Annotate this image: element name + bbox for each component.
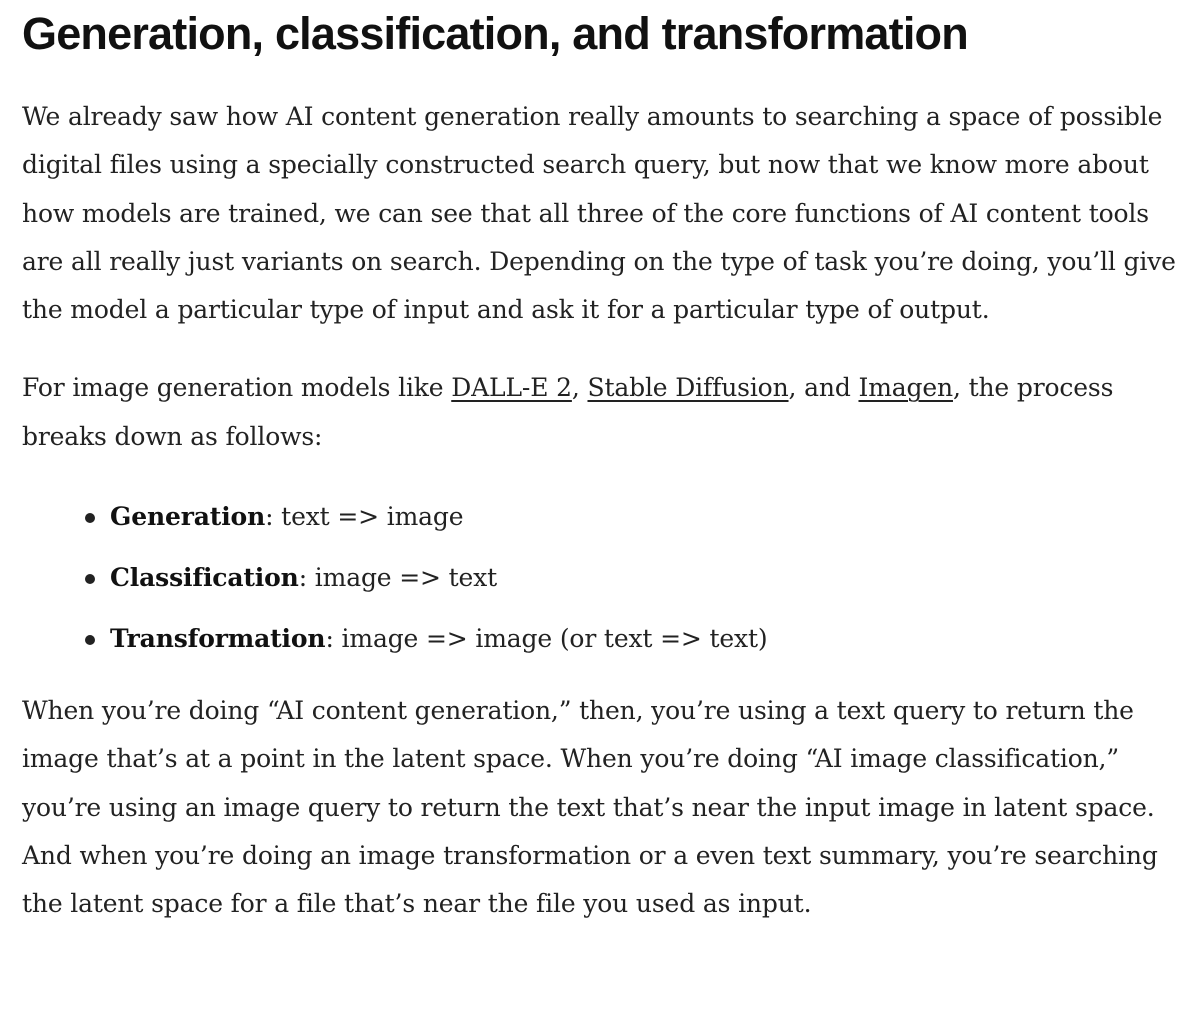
function-list [22,499,1182,657]
list-item-classification [110,560,1182,596]
list-item-transformation [110,621,1182,657]
paragraph-text: , [571,373,588,403]
list-item-desc: : image => text [298,563,498,593]
models-paragraph [22,364,1182,461]
bullet-icon [85,574,95,584]
link-stable-diffusion[interactable]: Stable Diffusion [587,373,789,403]
bullet-icon [85,513,95,523]
article-body [22,0,1182,929]
bullet-icon [85,635,95,645]
paragraph-text: , the process breaks down as follows: [22,373,1114,451]
intro-paragraph: We already saw how AI content generation really amounts to searching a space of possible digital files using a specially constructed search query, but now that we know more about how models are trained, we can see that all three of the core functions of AI content tools are all really just variants on search. Depending on the type of task you’re doing, you’ll give the model a particular type of input and ask it for a particular type of output. [22,102,1176,325]
list-item-term: Transformation [110,624,326,654]
paragraph-text: , and [788,373,859,403]
list-item-term: Generation [110,502,266,532]
link-dalle-2[interactable]: DALL-E 2 [451,373,572,403]
list-item-desc: : image => image (or text => text) [325,624,768,654]
list-item-term: Classification [110,563,299,593]
list-item-desc: : text => image [265,502,464,532]
section-heading: Generation, classification, and transformation [22,8,968,59]
link-imagen[interactable]: Imagen [858,373,953,403]
summary-paragraph: When you’re doing “AI content generation,” then, you’re using a text query to return the image that’s at a point in the latent space. When you’re doing “AI image classification,” you’re using an image query to return the text that’s near the input image in latent space. And when you’re doing an image transformation or a even text summary, you’re searching the latent space for a file that’s near the file you used as input. [22,696,1158,919]
list-item-generation [110,499,1182,535]
paragraph-text: For image generation models like [22,373,452,403]
